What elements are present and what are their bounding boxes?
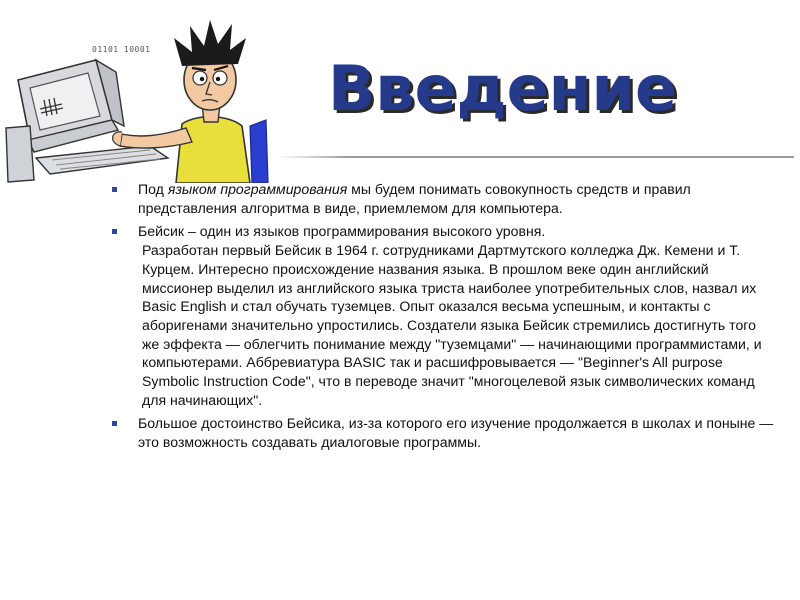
bullet-item: [112, 414, 777, 451]
bullet-intro: Бейсик – один из языков программирования высокого уровня.: [138, 223, 546, 240]
bullet-marker: [112, 187, 117, 192]
bullet-emphasis: языком программирования: [167, 181, 348, 197]
bullet-item: [112, 222, 777, 409]
title-divider: [278, 156, 794, 158]
bullet-text-after: мы будем понимать совокупность средств и правил представления алгоритма в виде, приемлемом для компьютера.: [138, 181, 691, 216]
bullet-text-before: Под: [138, 181, 168, 197]
bullet-body: Разработан первый Бейсик в 1964 г. сотрудниками Дартмутского колледжа Дж. Кемени и Т. Курцем. Интересно происхождение названия языка. В прошлом веке один английский миссионер выделил из английского языка триста наиболее употребительных слов, назвал их Basic English и стал обучать туземцев. Опыт оказался весьма успешным, и контакты с аборигенами значительно упростились. Создатели языка Бейсик стремились достигнуть того же эффекта — облегчить понимание между "туземцами" — начинающими программистами, и компьютерами. Аббревиатура BASIC так и расшифровывается — "Beginner's All purpose Symbolic Instruction Code", что в переводе значит "многоцелевой язык символических команд для начинающих".: [142, 242, 762, 408]
bullet-list: [112, 180, 777, 457]
bullet-item: [112, 180, 777, 217]
binary-digits-decoration: 01101 10001: [92, 45, 151, 54]
computer-icon: [6, 60, 168, 182]
bullet-marker: [112, 421, 117, 426]
bullet-text: Большое достоинство Бейсика, из-за которого его изучение продолжается в школах и поныне — это возможность создавать диалоговые программы.: [138, 415, 774, 451]
programmer-illustration: [0, 8, 280, 183]
slide-title: Введение: [328, 52, 677, 125]
bullet-marker: [112, 229, 117, 234]
